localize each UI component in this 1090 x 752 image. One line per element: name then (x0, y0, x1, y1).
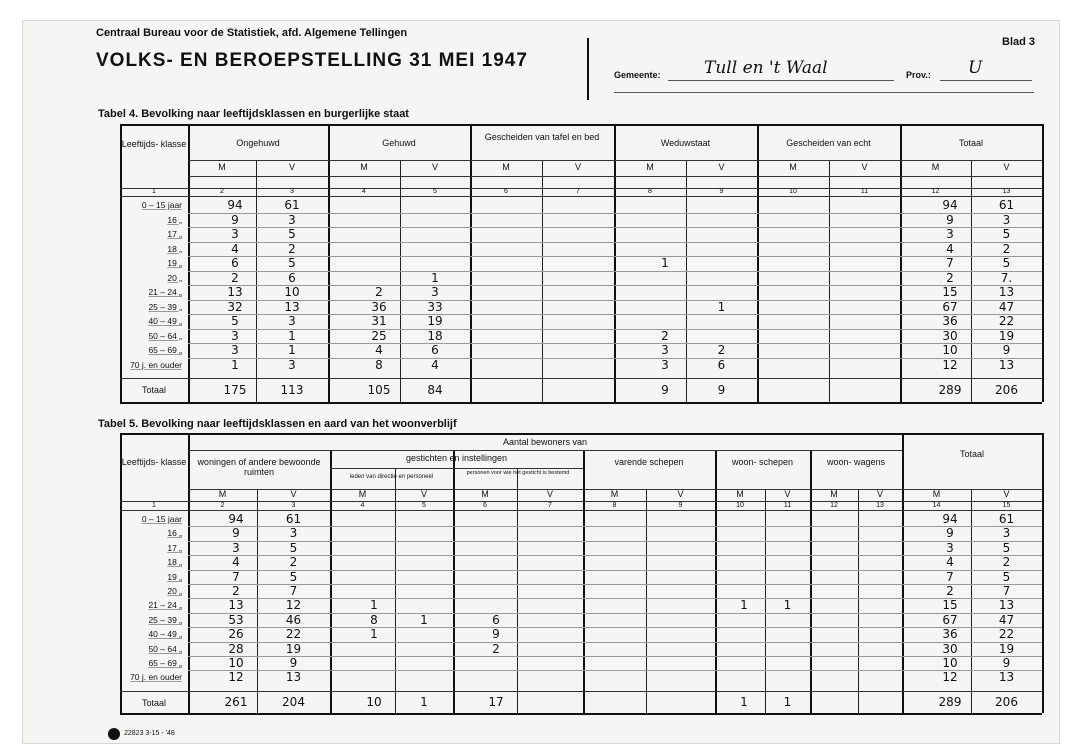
table4-cell: 13 (284, 299, 300, 314)
table4-cell: 5 (1002, 256, 1011, 270)
table4-col-number: 6 (504, 188, 508, 195)
municipality-value: Tull en 't Waal (704, 58, 828, 78)
table5-cell: 61 (998, 512, 1015, 526)
table4-sex-line (188, 176, 1042, 177)
table4-cell: 1 (288, 343, 296, 357)
table5-cell: 19 (285, 641, 302, 656)
table4-sex-label: V (861, 162, 868, 172)
table5-cell: 5 (1002, 569, 1011, 584)
table5-col-number: 3 (291, 502, 296, 509)
table4-cell: 6 (717, 357, 726, 372)
table4-cell: 2 (231, 270, 239, 285)
table4-cell: 6 (231, 256, 239, 270)
table5-row-line (188, 627, 1042, 628)
table5-row-label: 40 – 49 „ (148, 629, 182, 640)
print-code: 22823 3-15 - '48 (124, 730, 175, 737)
table5-cell: 9 (289, 656, 298, 670)
table4-col-number: 2 (220, 188, 224, 195)
table4-cell: 30 (942, 328, 958, 343)
table5-row-line (188, 541, 1042, 542)
table4-total-cell: 206 (995, 383, 1018, 397)
table5-bottom-rule (120, 713, 1042, 715)
table4-cell: 61 (998, 198, 1015, 212)
table4-cell: 1 (717, 299, 726, 314)
table4-cell: 6 (431, 343, 439, 357)
table5-num-line2 (120, 510, 1042, 511)
table5-cell: 10 (942, 656, 958, 670)
table5-cell: 1 (420, 612, 428, 627)
table5-total-cell: 206 (995, 694, 1018, 709)
table4-row-label: 20 „ (167, 272, 182, 283)
table5-row-line (188, 656, 1042, 657)
table5-row-line (188, 570, 1042, 571)
table5-row-label: 21 – 24 „ (148, 600, 182, 611)
table5-cell: 94 (228, 512, 244, 526)
table4-cell: 4 (231, 241, 239, 256)
table4-cell: 31 (371, 314, 387, 328)
table4-cell: 2 (375, 285, 383, 299)
table4-cell: 6 (288, 270, 296, 285)
table4-row-label: 19 „ (167, 258, 182, 268)
table5-group-header: varende schepen (614, 457, 684, 467)
table5-row-label: 70 j. en ouder (130, 672, 182, 683)
table4-cell: 5 (288, 227, 296, 241)
table4-row-label: 17 „ (167, 229, 182, 239)
table4-col-number: 3 (290, 188, 294, 195)
table4-cell: 2 (288, 241, 296, 256)
table5-sex-label: V (290, 489, 297, 499)
table5-col-number: 9 (678, 502, 683, 509)
table4-col-number: 7 (576, 188, 580, 195)
table4-cell: 3 (231, 328, 239, 343)
table5-row-line (188, 642, 1042, 643)
table5-row-line (188, 584, 1042, 585)
table4-row-line (188, 329, 1042, 330)
table4-total-cell: 105 (367, 383, 391, 397)
table5-group-header: woningen of andere bewoonde ruimten (197, 457, 321, 477)
sheet-label: Blad 3 (1002, 36, 1036, 48)
table5-cell: 3 (232, 540, 240, 555)
table5-col-line (646, 489, 647, 713)
table4-col-number: 13 (1002, 188, 1011, 195)
table5-cell: 46 (285, 612, 302, 627)
table4-row-line (188, 358, 1042, 359)
table5-cell: 4 (232, 555, 240, 570)
table4-cell: 3 (946, 227, 954, 241)
table4-col-number: 9 (719, 188, 724, 195)
table4-row-line (188, 314, 1042, 315)
table4-total-cell: 9 (661, 383, 669, 397)
table5-subgroup-header: personen voor wie het gesticht is bestemd (466, 470, 570, 476)
table5-total-cell: 204 (282, 694, 305, 709)
table4-cell: 3 (431, 285, 439, 299)
table5-cell: 2 (289, 555, 298, 570)
table4-total-cell: 84 (427, 383, 443, 397)
table5-total-label: Totaal (141, 697, 167, 708)
table4-cell: 61 (284, 198, 300, 212)
table5-cell: 9 (1002, 656, 1011, 670)
table5-sex-label: V (546, 489, 553, 499)
table4-cell: 1 (431, 270, 439, 285)
table5-cell: 15 (942, 598, 958, 613)
table4-hdr-line (188, 160, 1042, 161)
table5-sub-line (330, 468, 583, 469)
table4-sex-label: V (574, 162, 581, 172)
table4-cell: 3 (288, 314, 296, 328)
table4-cell: 67 (942, 299, 958, 314)
table4-group-header: Gescheiden van tafel en bed (484, 132, 600, 142)
table4-sex-label: V (1003, 162, 1010, 172)
table5-age-header: Leeftijds- klasse (121, 457, 187, 467)
table5-sex-label: V (1003, 489, 1010, 499)
table5-row-label: 16 „ (167, 528, 182, 539)
table4-row-label: 18 „ (167, 243, 182, 254)
table4-row-label: 16 „ (167, 214, 182, 225)
table4-cell: 4 (375, 343, 383, 357)
table5-col-number: 7 (548, 502, 552, 509)
table5-col-number: 5 (422, 502, 426, 509)
table4-cell: 94 (942, 198, 958, 212)
table4-cell: 22 (998, 314, 1015, 328)
table5-cell: 5 (1002, 540, 1011, 555)
table4-cell: 18 (427, 328, 443, 343)
table5-row-label: 65 – 69 „ (148, 658, 182, 668)
table5-total-cell: 289 (938, 694, 962, 709)
table4-cell: 5 (288, 256, 296, 270)
table5-cell: 6 (492, 612, 500, 627)
table5-cell: 1 (370, 598, 378, 613)
table5-cell: 28 (228, 641, 244, 656)
table5-row-line (188, 598, 1042, 599)
table4-cell: 4 (946, 241, 954, 256)
table4-total-cell: 113 (280, 383, 304, 397)
table5-cell: 2 (232, 584, 240, 598)
table5-cell: 19 (998, 641, 1015, 656)
table4-cell: 36 (371, 299, 387, 314)
table4-cell: 9 (1002, 343, 1011, 357)
table5-sex-label: M (481, 489, 489, 499)
table5-cell: 8 (370, 612, 378, 627)
table5-col-line (765, 489, 766, 713)
table5-group-header: woon- wagens (826, 457, 886, 467)
table5-sex-label: M (736, 489, 744, 499)
table4-col-number: 1 (152, 188, 156, 195)
table4-sex-label: M (360, 162, 368, 172)
table5-sex-label: M (830, 489, 838, 499)
table4-cell: 1 (661, 256, 669, 270)
table4-row-line (188, 213, 1042, 214)
table4-group-header: Ongehuwd (236, 138, 280, 148)
table5-cell: 36 (942, 627, 958, 642)
table5-cell: 3 (946, 540, 954, 555)
table5-sex-label: V (420, 489, 427, 499)
table4-col-number: 10 (789, 188, 797, 195)
table5-row-label: 20 „ (167, 586, 182, 596)
table4-cell: 13 (998, 357, 1015, 372)
table4-cell: 2 (946, 270, 954, 285)
table5-total-cell: 17 (488, 694, 504, 709)
table5-sex-label: M (932, 489, 941, 499)
table4-cell: 9 (231, 212, 239, 227)
table5-cell: 1 (370, 627, 378, 642)
table5-col-number: 10 (736, 502, 744, 509)
table5-col-number: 1 (152, 502, 156, 509)
table4-cell: 12 (942, 357, 958, 372)
table5-col-number: 12 (830, 502, 838, 509)
table4-group-header: Weduwstaat (660, 138, 711, 148)
table4-sex-label: M (789, 162, 797, 172)
table4-row-line (188, 227, 1042, 228)
table5-total-cell: 261 (224, 694, 248, 709)
table5-sex-label: M (218, 489, 227, 499)
table5-total-cell: 10 (366, 694, 382, 709)
table5-sex-label: M (358, 489, 367, 499)
table4-cell: 15 (942, 285, 958, 299)
table4-row-line (188, 271, 1042, 272)
table5-col-number: 14 (932, 502, 941, 509)
table5-row-label: 25 – 39 „ (148, 614, 182, 625)
table4-sex-label: V (718, 162, 725, 172)
table4-cell: 2 (661, 328, 669, 343)
table5-col-line (257, 489, 258, 713)
table5-cell: 7 (232, 569, 240, 584)
table4-cell: 5 (231, 314, 239, 328)
table4-top-rule (120, 124, 1042, 126)
table4-cell: 2 (1002, 241, 1011, 256)
table4-cell: 3 (661, 357, 669, 372)
table4-cell: 3 (288, 357, 296, 372)
table5-cell: 67 (942, 612, 958, 627)
table5-row-line (188, 613, 1042, 614)
table5-cell: 7 (946, 569, 954, 584)
table4-col-number: 11 (860, 188, 869, 195)
table5-subgroup-header: leden van directie en personeel (349, 474, 434, 480)
table4-row-label: 70 j. en ouder (130, 359, 182, 370)
table4-bottom-rule (120, 402, 1042, 404)
table5-title: Tabel 5. Bevolking naar leeftijdsklassen en aard van het woonverblijf (98, 418, 457, 430)
table4-age-header: Leeftijds- klasse (121, 139, 187, 149)
table5-cell: 5 (289, 569, 298, 584)
table5-sex-label: V (784, 489, 791, 499)
table4-cell: 19 (998, 328, 1015, 343)
table5-col-number: 4 (360, 502, 365, 509)
table4-row-label: 65 – 69 „ (148, 345, 182, 355)
table5-cell: 26 (228, 627, 244, 642)
table4-group-header: Gescheiden van echt (786, 138, 871, 148)
table4-row-line (188, 242, 1042, 243)
table5-col-number: 15 (1002, 502, 1011, 509)
table4-cell: 3 (288, 212, 296, 227)
header-divider (587, 38, 589, 100)
table5-sex-label: V (876, 489, 883, 499)
table5-cell: 9 (492, 627, 500, 642)
table5-cell: 94 (942, 512, 958, 526)
table4-cell: 7 (946, 256, 954, 270)
table5-row-line (188, 555, 1042, 556)
table4-cell: 32 (227, 299, 243, 314)
table5-cell: 12 (285, 598, 302, 613)
municipality-line (668, 80, 894, 81)
table4-sex-label: V (431, 162, 438, 172)
table5-group-header: woon- schepen (731, 457, 794, 467)
table4-cell: 7. (1000, 270, 1013, 285)
table4-cell: 13 (227, 285, 243, 299)
table5-cell: 10 (228, 656, 244, 670)
table5-cell: 13 (998, 598, 1015, 613)
table5-row-line (188, 670, 1042, 671)
table5-total-cell: 1 (420, 694, 428, 709)
table4-cell: 5 (1002, 227, 1011, 241)
table5-col-number: 2 (220, 502, 225, 509)
table5-row-label: 17 „ (167, 542, 182, 553)
table5-cell: 2 (492, 641, 500, 656)
table5-cell: 47 (998, 612, 1015, 627)
province-value: U (968, 58, 983, 78)
table4-cell: 10 (942, 343, 958, 357)
table4-cell: 47 (998, 299, 1015, 314)
table5-row-label: 19 „ (167, 571, 182, 582)
table5-cell: 13 (998, 670, 1015, 685)
table5-cell: 9 (232, 526, 240, 541)
table4-col-number: 8 (648, 188, 652, 195)
census-title: VOLKS- EN BEROEPSTELLING 31 MEI 1947 (96, 50, 528, 71)
table4-row-label: 40 – 49 „ (148, 316, 182, 326)
table5-cell: 13 (228, 598, 244, 613)
table5-cell: 5 (289, 540, 298, 555)
table4-cell: 33 (427, 299, 443, 314)
table5-col-number: 6 (483, 502, 487, 509)
table4-row-label: 0 – 15 jaar (141, 200, 182, 210)
table5-cell: 4 (946, 555, 954, 570)
table5-cell: 2 (946, 584, 954, 598)
table5-cell: 1 (783, 598, 792, 613)
table4-title: Tabel 4. Bevolking naar leeftijdsklassen en burgerlijke staat (98, 108, 409, 120)
table4-row-label: 25 – 39 „ (148, 301, 182, 312)
table4-total-cell: 289 (938, 383, 962, 397)
table4-total-cell: 175 (223, 383, 247, 397)
table4-sex-label: M (502, 162, 510, 172)
table5-group-header: Totaal (959, 449, 985, 459)
agency-name: Centraal Bureau voor de Statistiek, afd. Algemene Tellingen (96, 27, 408, 39)
table5-cell: 13 (285, 670, 302, 685)
table4-cell: 13 (998, 285, 1015, 299)
municipality-label: Gemeente: (614, 70, 661, 80)
table4-group-header: Gehuwd (382, 138, 416, 148)
table5-total-cell: 1 (740, 694, 748, 709)
table5-row-label: 50 – 64 „ (148, 643, 182, 654)
table5-total-cell: 1 (783, 694, 792, 709)
table4-sex-label: M (931, 162, 940, 172)
table4-cell: 3 (231, 343, 239, 357)
table4-cell: 8 (375, 357, 383, 372)
table4-col-number: 4 (362, 188, 366, 195)
table4-row-line (188, 300, 1042, 301)
table4-row-label: 21 – 24 „ (148, 287, 182, 297)
table5-col-number: 13 (876, 502, 884, 509)
province-line (940, 80, 1032, 81)
table5-col-line (971, 489, 972, 713)
cbs-logo-icon (108, 728, 120, 740)
table4-total-cell: 9 (717, 383, 726, 397)
table5-col-number: 11 (783, 502, 792, 509)
table5-cell: 53 (228, 612, 244, 627)
table5-row-label: 18 „ (167, 557, 182, 568)
table5-super-header: Aantal bewoners van (502, 437, 588, 447)
table4-cell: 4 (431, 357, 439, 372)
table4-row-line (188, 285, 1042, 286)
table4-cell: 3 (661, 343, 669, 357)
table4-sex-label: M (646, 162, 654, 172)
table5-group-header: gestichten en instellingen (405, 453, 508, 463)
table4-row-line (188, 256, 1042, 257)
table5-cell: 3 (289, 526, 298, 541)
table4-total-line (120, 378, 1042, 379)
table4-group-header: Totaal (958, 138, 984, 148)
table4-cell: 1 (288, 328, 296, 343)
table5-cell: 22 (285, 627, 302, 642)
table4-row-label: 50 – 64 „ (148, 330, 182, 341)
table4-col-number: 5 (433, 188, 437, 195)
table5-cell: 2 (1002, 555, 1011, 570)
table4-cell: 19 (427, 314, 443, 328)
table4-cell: 25 (371, 328, 387, 343)
table4-cell: 10 (284, 285, 300, 299)
table4-cell: 1 (231, 357, 239, 372)
table5-col-line (1042, 433, 1044, 713)
province-label: Prov.: (906, 70, 931, 80)
table5-cell: 12 (228, 670, 244, 685)
table5-total-line (120, 691, 1042, 692)
table4-col-number: 12 (931, 188, 940, 195)
table4-row-line (188, 343, 1042, 344)
table5-sex-label: V (677, 489, 684, 499)
table5-cell: 61 (285, 512, 302, 526)
table4-cell: 9 (946, 212, 954, 227)
table5-row-line (188, 526, 1042, 527)
table5-cell: 9 (946, 526, 954, 541)
table4-cell: 36 (942, 314, 958, 328)
table5-cell: 12 (942, 670, 958, 685)
table5-row-label: 0 – 15 jaar (141, 514, 182, 524)
table4-cell: 3 (231, 227, 239, 241)
table5-col-number: 8 (612, 502, 617, 509)
table4-col-line (1042, 124, 1044, 402)
table4-sex-label: V (288, 162, 295, 172)
table5-super-line (188, 450, 902, 451)
table5-cell: 7 (289, 584, 298, 598)
table5-sex-label: M (610, 489, 619, 499)
table4-total-label: Totaal (141, 385, 167, 395)
table5-cell: 22 (998, 627, 1015, 642)
table4-cell: 3 (1002, 212, 1011, 227)
header-line-2 (614, 92, 1034, 93)
table4-sex-label: M (218, 162, 226, 172)
table4-num-line2 (120, 196, 1042, 197)
table4-cell: 2 (717, 343, 726, 357)
table5-cell: 7 (1002, 584, 1011, 598)
table5-cell: 1 (740, 598, 748, 613)
table5-cell: 3 (1002, 526, 1011, 541)
table4-cell: 94 (227, 198, 243, 212)
table5-col-line (858, 489, 859, 713)
table5-cell: 30 (942, 641, 958, 656)
